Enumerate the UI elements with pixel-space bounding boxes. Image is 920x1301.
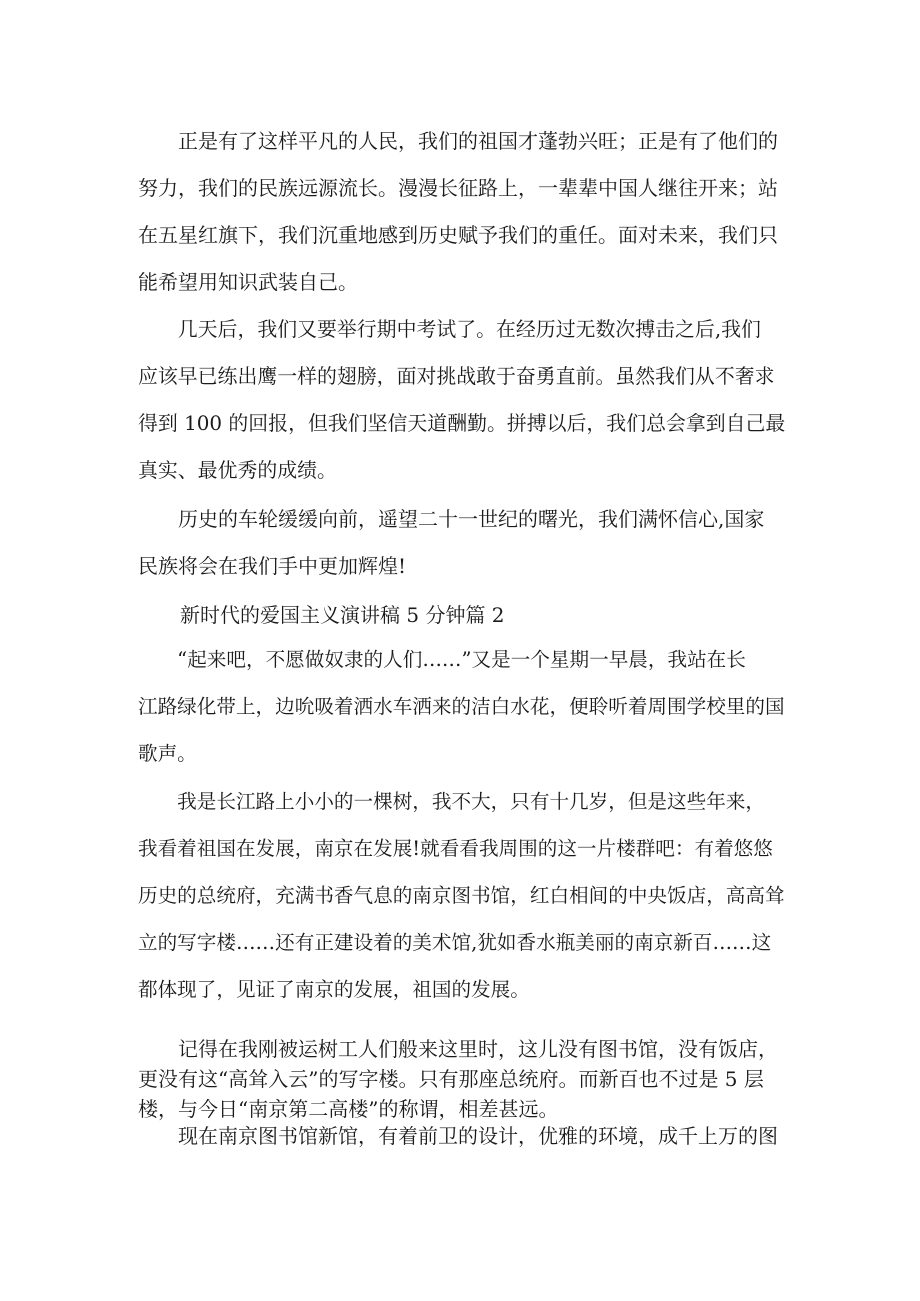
text-line: 记得在我刚被运树工人们般来这里时，这儿没有图书馆，没有饭店， [138, 1037, 778, 1061]
paragraph-2 [138, 306, 785, 494]
text-line: 民族将会在我们手中更加辉煌! [138, 554, 407, 578]
text-line: 真实、最优秀的成绩。 [138, 459, 337, 482]
text-line: 正是有了这样平凡的人民，我们的祖国才蓬勃兴旺；正是有了他们的 [138, 129, 778, 153]
text-line: 歌声。 [138, 742, 197, 765]
text-line: 能希望用知识武装自己。 [138, 270, 358, 294]
heading-text: 新时代的爱国主义演讲稿 5 分钟篇 2 [180, 603, 505, 627]
text-line: 努力，我们的民族远源流长。漫漫长征路上，一辈辈中国人继往开来；站 [138, 176, 778, 200]
paragraph-5 [138, 636, 785, 777]
paragraph-1 [138, 118, 778, 306]
text-line: “起来吧，不愿做奴隶的人们……”又是一个星期一早晨，我站在长 [138, 648, 746, 671]
paragraph-6 [138, 778, 785, 1013]
text-line: 历史的总统府，充满书香气息的南京图书馆，红白相间的中央饭店，高高耸 [138, 884, 785, 907]
text-line: 历史的车轮缓缓向前，遥望二十一世纪的曙光，我们满怀信心,国家 [138, 507, 765, 531]
text-line: 我看着祖国在发展，南京在发展!就看看我周围的这一片楼群吧：有着悠悠 [138, 837, 773, 860]
text-line: 我是长江路上小小的一棵树，我不大，只有十几岁，但是这些年来， [138, 790, 765, 813]
text-line: 得到 100 的回报，但我们坚信天道酬勤。拼搏以后，我们总会拿到自己最 [138, 412, 786, 435]
text-line: 都体现了，见证了南京的发展，祖国的发展。 [138, 978, 530, 1001]
text-line: 江路绿化带上，边吮吸着洒水车洒来的洁白水花，便聆听着周围学校里的国 [138, 695, 785, 718]
paragraph-7 [138, 1034, 778, 1124]
text-line: 在五星红旗下，我们沉重地感到历史赋予我们的重任。面对未来，我们只 [138, 223, 778, 247]
text-line: 几天后，我们又要举行期中考试了。在经历过无数次搏击之后,我们 [138, 318, 761, 341]
text-line: 更没有这“高耸入云”的写字楼。只有那座总统府。而新百也不过是 5 层 [138, 1067, 764, 1091]
text-line: 楼，与今日“南京第二高楼”的称谓，相差甚远。 [138, 1097, 559, 1121]
text-line: 应该早已练出鹰一样的翅膀，面对挑战敢于奋勇直前。虽然我们从不奢求 [138, 365, 775, 388]
section-heading [180, 600, 505, 630]
paragraph-8 [138, 1113, 778, 1160]
paragraph-3 [138, 496, 764, 590]
text-line: 现在南京图书馆新馆，有着前卫的设计，优雅的环境，成千上万的图 [138, 1124, 778, 1148]
text-line: 立的写字楼……还有正建设着的美术馆,犹如香水瓶美丽的南京新百……这 [138, 931, 772, 954]
